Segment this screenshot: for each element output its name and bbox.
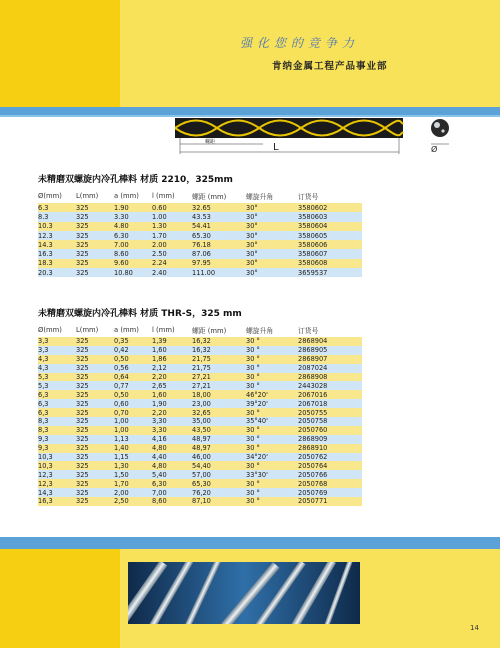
table-cell: 325 (76, 461, 114, 470)
table-cell: 9.60 (114, 259, 152, 268)
table-cell: 43.53 (192, 212, 246, 221)
length-label: L (273, 142, 279, 153)
table-cell: 12,3 (38, 479, 76, 488)
table-cell: 76,20 (192, 488, 246, 497)
header-blue-stripe (0, 107, 500, 115)
table-cell: 4.80 (114, 222, 152, 231)
table-cell: 1.00 (152, 212, 192, 221)
table-cell: 3580604 (298, 222, 362, 231)
table-cell: 325 (76, 488, 114, 497)
table-cell: 2050766 (298, 470, 362, 479)
table-cell: 325 (76, 381, 114, 390)
table-cell: 9,3 (38, 444, 76, 453)
table-cell: 4,80 (152, 461, 192, 470)
table-cell: 32.65 (192, 203, 246, 212)
table-cell: 2050769 (298, 488, 362, 497)
table-cell: 0,50 (114, 355, 152, 364)
department-title: 肯纳金属工程产品事业部 (272, 61, 388, 72)
table-cell: 32,65 (192, 408, 246, 417)
table-cell: 12.3 (38, 231, 76, 240)
table-cell: 76.18 (192, 240, 246, 249)
table-cell: 33°30' (246, 470, 298, 479)
table-cell: 2,12 (152, 364, 192, 373)
table-cell: 0,70 (114, 408, 152, 417)
table1-title: 未精磨双螺旋内冷孔棒料 材质 2210，325mm (38, 175, 233, 185)
table-cell: 325 (76, 417, 114, 426)
table-cell: 325 (76, 249, 114, 258)
table-cell: 325 (76, 231, 114, 240)
column-header: l (mm) (152, 326, 175, 334)
table-cell: 30 ° (246, 346, 298, 355)
table-cell: 12,3 (38, 470, 76, 479)
table-cell: 16.3 (38, 249, 76, 258)
table-row (38, 417, 362, 426)
table-cell: 1,86 (152, 355, 192, 364)
table-cell: 0,56 (114, 364, 152, 373)
page-number: 14 (470, 624, 479, 632)
table-row (38, 212, 362, 221)
table-cell: 65.30 (192, 231, 246, 240)
table-cell: 2,50 (114, 497, 152, 506)
table-cell: 9,3 (38, 435, 76, 444)
table-cell: 7.00 (114, 240, 152, 249)
table-cell: 30° (246, 259, 298, 268)
footer-blue-stripe (0, 537, 500, 549)
table-cell: 2868910 (298, 444, 362, 453)
table-cell: 30° (246, 212, 298, 221)
table-row (38, 435, 362, 444)
column-header: 螺旋升角 (246, 193, 274, 201)
table-cell: 18.3 (38, 259, 76, 268)
table-cell: 43,50 (192, 426, 246, 435)
column-header: Ø(mm) (38, 192, 62, 200)
table-cell: 2.24 (152, 259, 192, 268)
table-cell: 325 (76, 408, 114, 417)
table-cell: 1,60 (152, 390, 192, 399)
table-cell: 14.3 (38, 240, 76, 249)
table-cell: 4,40 (152, 453, 192, 462)
table-cell: 30 ° (246, 488, 298, 497)
table-cell: 18,00 (192, 390, 246, 399)
table-cell: 30 ° (246, 364, 298, 373)
table-cell: 2,20 (152, 373, 192, 382)
rod-diagram (175, 116, 465, 166)
table-cell: 325 (76, 426, 114, 435)
table-cell: 2067016 (298, 390, 362, 399)
table-cell: 30 ° (246, 373, 298, 382)
table-cell: 30 ° (246, 461, 298, 470)
table-cell: 0,77 (114, 381, 152, 390)
table-cell: 30 ° (246, 408, 298, 417)
column-header: L(mm) (76, 192, 99, 200)
table-cell: 2868907 (298, 355, 362, 364)
table-cell: 30° (246, 222, 298, 231)
table-row (38, 426, 362, 435)
table-cell: 87.06 (192, 249, 246, 258)
table-row (38, 461, 362, 470)
table-cell: 48,97 (192, 435, 246, 444)
table-cell: 34°20' (246, 453, 298, 462)
table-cell: 3,30 (152, 417, 192, 426)
table-cell: 2868905 (298, 346, 362, 355)
table-cell: 2.40 (152, 268, 192, 277)
table-cell: 325 (76, 453, 114, 462)
table-cell: 3,3 (38, 337, 76, 346)
slogan: 强化您的竞争力 (240, 36, 360, 50)
table-cell: 325 (76, 203, 114, 212)
table-cell: 325 (76, 212, 114, 221)
table-cell: 2443028 (298, 381, 362, 390)
table-cell: 21,75 (192, 355, 246, 364)
table-cell: 10,3 (38, 461, 76, 470)
table-cell: 6,30 (152, 479, 192, 488)
table-cell: 1.30 (152, 222, 192, 231)
table-cell: 10.80 (114, 268, 152, 277)
table-cell: 30 ° (246, 444, 298, 453)
table-cell: 30° (246, 231, 298, 240)
table-cell: 35,00 (192, 417, 246, 426)
table-row (38, 364, 362, 373)
table-cell: 48,97 (192, 444, 246, 453)
table-row (38, 497, 362, 506)
table-cell: 30° (246, 268, 298, 277)
table-cell: 6.30 (114, 231, 152, 240)
table-cell: 5,3 (38, 373, 76, 382)
table-cell: 46°20' (246, 390, 298, 399)
table-cell: 325 (76, 346, 114, 355)
table-cell: 1,40 (114, 444, 152, 453)
table-cell: 1.70 (152, 231, 192, 240)
column-header: L(mm) (76, 326, 99, 334)
table-cell: 8,60 (152, 497, 192, 506)
table-cell: 87,10 (192, 497, 246, 506)
column-header: 螺距 (mm) (192, 327, 227, 335)
table-cell: 3.30 (114, 212, 152, 221)
table-cell: 30 ° (246, 435, 298, 444)
column-header: a (mm) (114, 192, 139, 200)
table-cell: 3659537 (298, 268, 362, 277)
table-row (38, 399, 362, 408)
table-cell: 30 ° (246, 479, 298, 488)
table-cell: 2,65 (152, 381, 192, 390)
table-cell: 16,3 (38, 497, 76, 506)
table-cell: 8.60 (114, 249, 152, 258)
table-cell: 2868904 (298, 337, 362, 346)
table-cell: 3,3 (38, 346, 76, 355)
table-row (38, 444, 362, 453)
table-cell: 2050758 (298, 417, 362, 426)
table-cell: 325 (76, 373, 114, 382)
table-cell: 16,32 (192, 346, 246, 355)
table-cell: 1,00 (114, 426, 152, 435)
table-cell: 30 ° (246, 355, 298, 364)
table-row (38, 222, 362, 231)
table-cell: 6,3 (38, 399, 76, 408)
table-cell: 6,3 (38, 408, 76, 417)
column-header: a (mm) (114, 326, 139, 334)
table-row (38, 470, 362, 479)
table-cell: 325 (76, 479, 114, 488)
table-cell: 2067018 (298, 399, 362, 408)
table-cell: 54.41 (192, 222, 246, 231)
table-cell: 14,3 (38, 488, 76, 497)
table-cell: 30 ° (246, 381, 298, 390)
table-cell: 2050760 (298, 426, 362, 435)
table-cell: 5,40 (152, 470, 192, 479)
table-cell: 3580607 (298, 249, 362, 258)
table-cell: 30 ° (246, 426, 298, 435)
table-cell: 97.95 (192, 259, 246, 268)
table-cell: 20.3 (38, 268, 76, 277)
table1 (38, 189, 362, 277)
table-cell: 30 ° (246, 497, 298, 506)
table-cell: 2050762 (298, 453, 362, 462)
table-cell: 46,00 (192, 453, 246, 462)
table-row (38, 479, 362, 488)
table-cell: 2050768 (298, 479, 362, 488)
table-cell: 1,90 (152, 399, 192, 408)
table-cell: 3580608 (298, 259, 362, 268)
table-cell: 6,3 (38, 390, 76, 399)
table-cell: 1,70 (114, 479, 152, 488)
table-cell: 2087024 (298, 364, 362, 373)
table-cell: 8.3 (38, 212, 76, 221)
table-row (38, 203, 362, 212)
header-panel (120, 0, 500, 107)
table-cell: 325 (76, 470, 114, 479)
table-row (38, 249, 362, 258)
table-cell: 3,30 (152, 426, 192, 435)
table-cell: 325 (76, 337, 114, 346)
table-cell: 4,3 (38, 364, 76, 373)
table-row (38, 346, 362, 355)
table-cell: 2868909 (298, 435, 362, 444)
table-cell: 16,32 (192, 337, 246, 346)
table-row (38, 231, 362, 240)
table-cell: 325 (76, 259, 114, 268)
column-header: Ø(mm) (38, 326, 62, 334)
table-cell: 5,3 (38, 381, 76, 390)
table-cell: 3580606 (298, 240, 362, 249)
table-cell: 39°20' (246, 399, 298, 408)
table-row (38, 355, 362, 364)
table-row (38, 408, 362, 417)
table-cell: 6.3 (38, 203, 76, 212)
table-cell: 7,00 (152, 488, 192, 497)
table-row (38, 373, 362, 382)
table-cell: 30° (246, 249, 298, 258)
table-cell: 10,3 (38, 453, 76, 462)
table-row (38, 381, 362, 390)
table-cell: 21,75 (192, 364, 246, 373)
table-cell: 111.00 (192, 268, 246, 277)
column-header: 订货号 (298, 193, 319, 201)
table-cell: 1,00 (114, 417, 152, 426)
table-row (38, 453, 362, 462)
table-cell: 2,20 (152, 408, 192, 417)
table-cell: 27,21 (192, 373, 246, 382)
lead-label: 螺距 (205, 139, 216, 145)
table-cell: 2050764 (298, 461, 362, 470)
table-cell: 325 (76, 355, 114, 364)
table-cell: 2868908 (298, 373, 362, 382)
table-cell: 35°40' (246, 417, 298, 426)
table-cell: 3580602 (298, 203, 362, 212)
table-cell: 1,30 (114, 461, 152, 470)
table-row (38, 390, 362, 399)
table-cell: 0,64 (114, 373, 152, 382)
table-cell: 27,21 (192, 381, 246, 390)
table-cell: 0.60 (152, 203, 192, 212)
column-header: 螺旋升角 (246, 327, 274, 335)
rods-photo (128, 562, 360, 624)
column-header: l (mm) (152, 192, 175, 200)
column-header: 螺距 (mm) (192, 193, 227, 201)
table-cell: 54,40 (192, 461, 246, 470)
table-cell: 10.3 (38, 222, 76, 231)
table-cell: 325 (76, 222, 114, 231)
table-cell: 65,30 (192, 479, 246, 488)
table-cell: 3580605 (298, 231, 362, 240)
table-cell: 1.90 (114, 203, 152, 212)
table-cell: 0,42 (114, 346, 152, 355)
table-cell: 1,15 (114, 453, 152, 462)
table-cell: 4,80 (152, 444, 192, 453)
table-cell: 30° (246, 203, 298, 212)
table-cell: 3580603 (298, 212, 362, 221)
table-cell: 0,60 (114, 399, 152, 408)
table-row (38, 337, 362, 346)
table-cell: 325 (76, 240, 114, 249)
table-cell: 2050755 (298, 408, 362, 417)
table-row (38, 268, 362, 277)
table-cell: 30 ° (246, 337, 298, 346)
table-cell: 2050771 (298, 497, 362, 506)
table-cell: 325 (76, 444, 114, 453)
table-cell: 0,50 (114, 390, 152, 399)
table-cell: 1,39 (152, 337, 192, 346)
table2-title: 未精磨双螺旋内冷孔棒料 材质 THR-S，325 mm (38, 309, 242, 319)
table-cell: 8,3 (38, 426, 76, 435)
diameter-label: Ø (431, 145, 438, 154)
table-cell: 325 (76, 435, 114, 444)
table-cell: 325 (76, 390, 114, 399)
table-cell: 4,16 (152, 435, 192, 444)
table-cell: 325 (76, 268, 114, 277)
table-cell: 325 (76, 497, 114, 506)
table-cell: 8,3 (38, 417, 76, 426)
rod-cross-section (431, 119, 449, 137)
table-cell: 2,00 (114, 488, 152, 497)
table-cell: 1,13 (114, 435, 152, 444)
table-cell: 325 (76, 399, 114, 408)
table-row (38, 488, 362, 497)
table-row (38, 259, 362, 268)
table-cell: 57,00 (192, 470, 246, 479)
table-cell: 30° (246, 240, 298, 249)
table-cell: 2.00 (152, 240, 192, 249)
table-cell: 0,35 (114, 337, 152, 346)
table-cell: 23,00 (192, 399, 246, 408)
table-row (38, 240, 362, 249)
table-cell: 1,50 (114, 470, 152, 479)
table-cell: 2.50 (152, 249, 192, 258)
table-cell: 4,3 (38, 355, 76, 364)
table2 (38, 323, 362, 506)
table-cell: 1,60 (152, 346, 192, 355)
table-cell: 325 (76, 364, 114, 373)
column-header: 订货号 (298, 327, 319, 335)
